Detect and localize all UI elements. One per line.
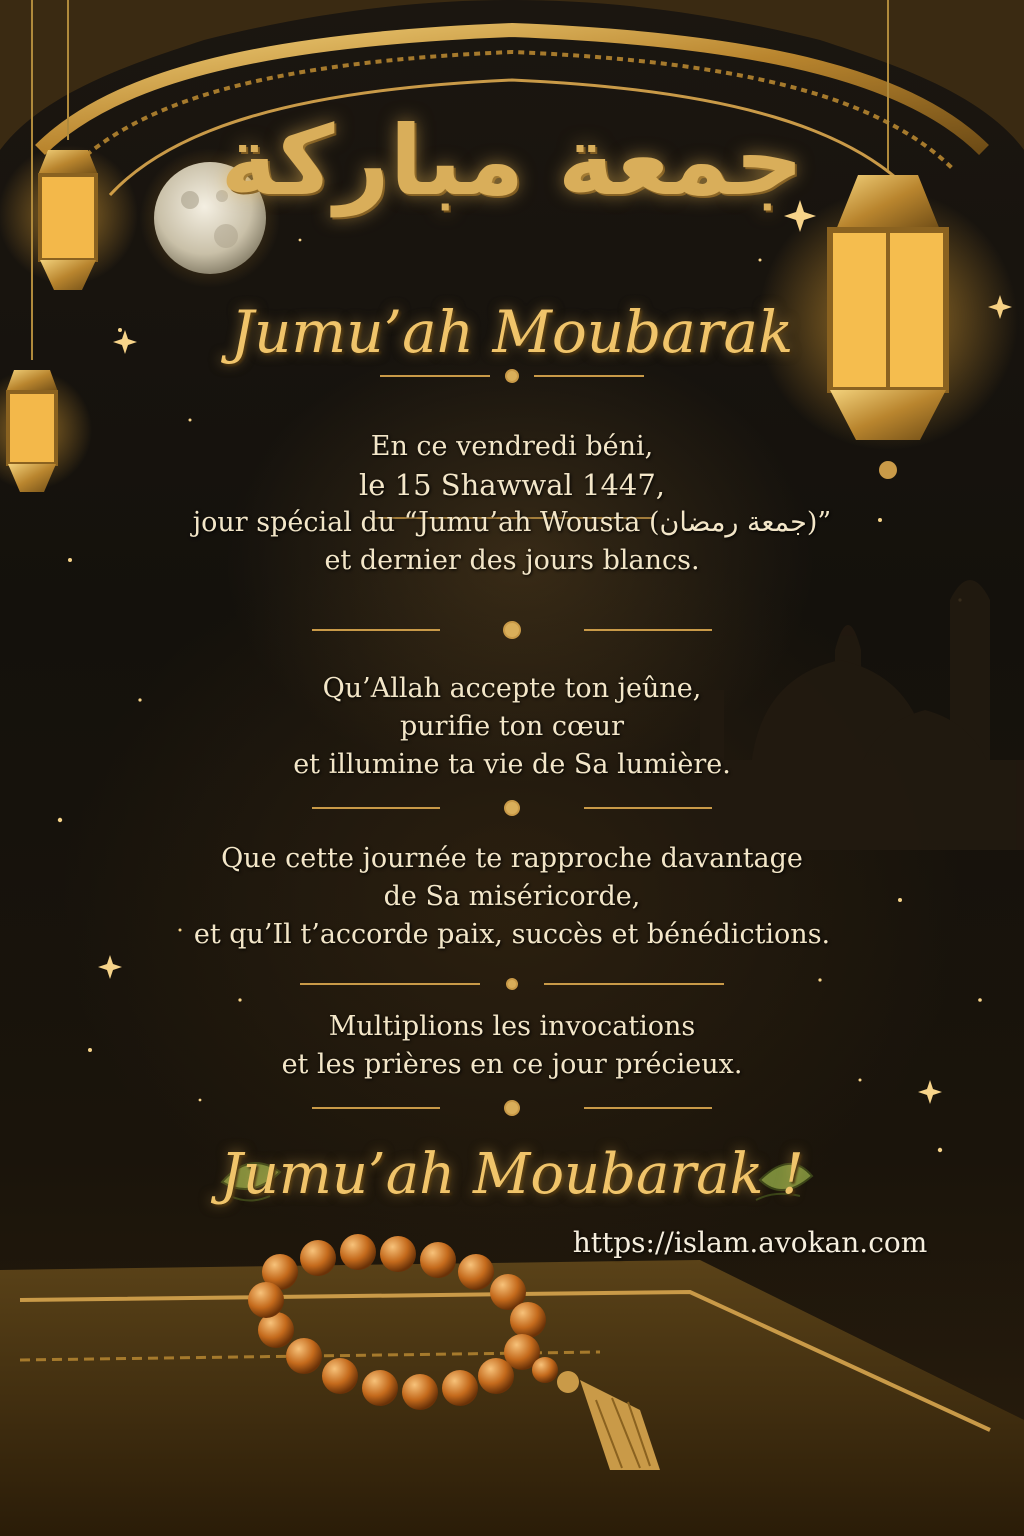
- paragraph-line: purifie ton cœur: [400, 711, 624, 742]
- paragraph-line: et les prières en ce jour précieux.: [281, 1049, 743, 1080]
- paragraph-line: et dernier des jours blancs.: [324, 545, 700, 576]
- arabic-title: جمعة مباركة: [220, 105, 804, 217]
- website-link[interactable]: https://islam.avokan.com: [572, 1226, 928, 1259]
- paragraph-1: [0, 428, 1024, 580]
- paragraph-3: [0, 840, 1024, 954]
- paragraph-line: En ce vendredi béni,: [370, 431, 654, 462]
- paragraph-4: [0, 1008, 1024, 1084]
- paragraph-line: Multiplions les invocations: [328, 1011, 696, 1042]
- paragraph-line: et qu’Il t’accorde paix, succès et bénédictions.: [193, 919, 831, 950]
- latin-title: Jumu’ah Moubarak: [230, 298, 794, 366]
- paragraph-line: Que cette journée te rapproche davantage: [221, 843, 803, 874]
- paragraph-2: [0, 670, 1024, 784]
- date-line: le 15 Shawwal 1447,: [358, 468, 666, 502]
- paragraph-line: et illumine ta vie de Sa lumière.: [293, 749, 731, 780]
- closing-title: Jumu’ah Moubarak !: [220, 1142, 804, 1207]
- paragraph-line: Qu’Allah accepte ton jeûne,: [322, 673, 702, 704]
- paragraph-line: jour spécial du “Jumu’ah Wousta (جمعة رمضان)”: [192, 507, 832, 538]
- paragraph-line: de Sa miséricorde,: [383, 881, 641, 912]
